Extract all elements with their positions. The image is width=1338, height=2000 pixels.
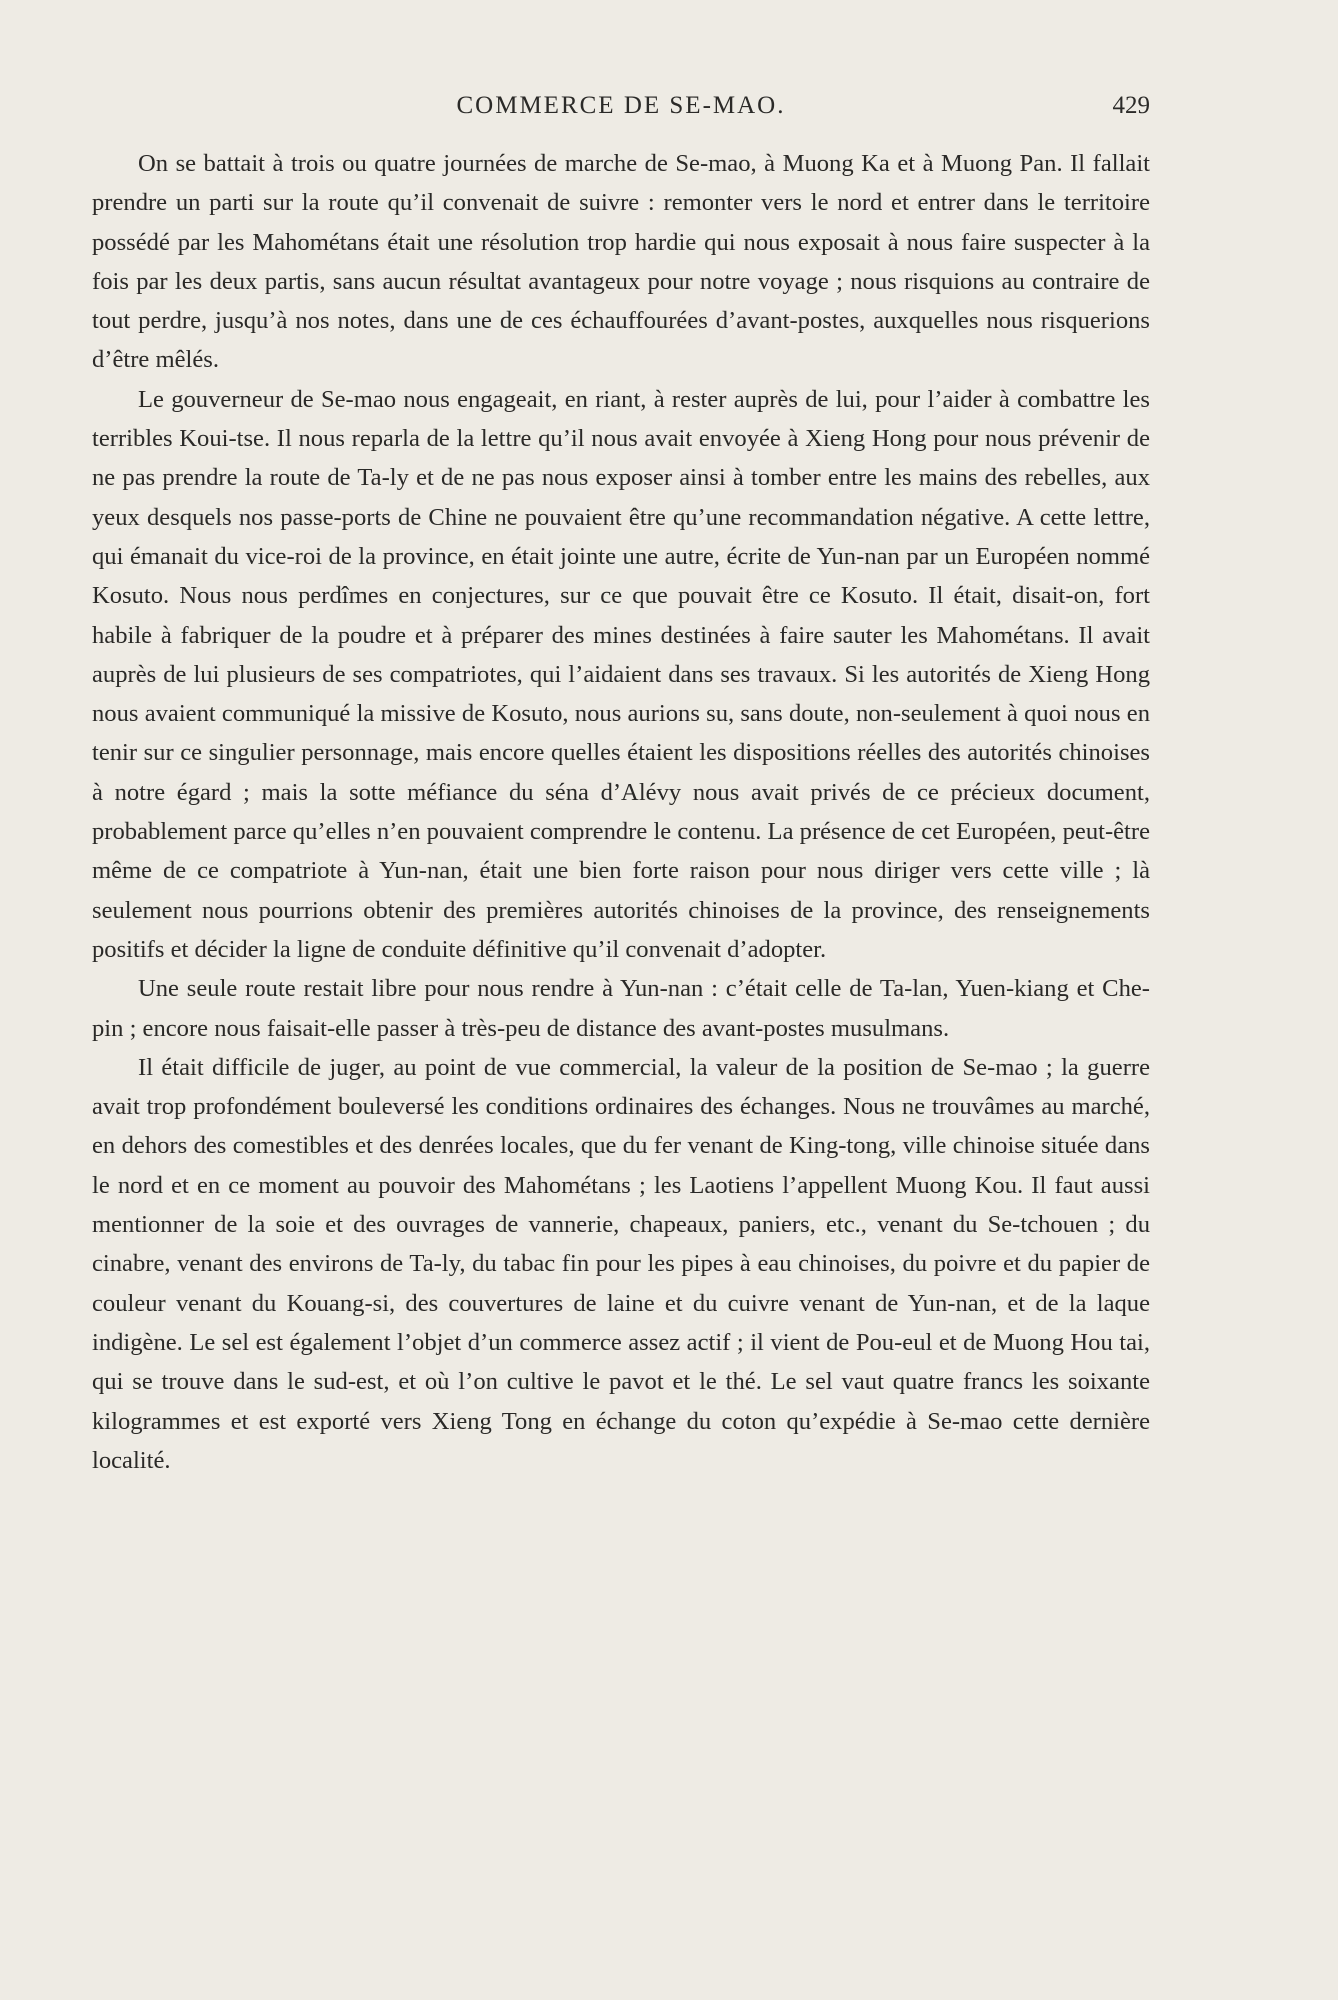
page-number: 429 (1112, 92, 1150, 119)
page-header (92, 92, 1150, 132)
paragraph: Le gouverneur de Se-mao nous engageait, en riant, à rester auprès de lui, pour l’aider à combattre les terribles Koui-tse. Il nous reparla de la lettre qu’il nous avait envoyée à Xieng Hong pour nous prévenir de ne pas prendre la route de Ta-ly et de ne pas nous exposer ainsi à tomber entre les mains des rebelles, aux yeux desquels nos passe-ports de Chine ne pouvaient être qu’une recommandation négative. A cette lettre, qui émanait du vice-roi de la province, en était jointe une autre, écrite de Yun-nan par un Européen nommé Kosuto. Nous nous perdîmes en conjectures, sur ce que pouvait être ce Kosuto. Il était, disait-on, fort habile à fabriquer de la poudre et à préparer des mines destinées à faire sauter les Mahométans. Il avait auprès de lui plusieurs de ses compatriotes, qui l’aidaient dans ses travaux. Si les autorités de Xieng Hong nous avaient communiqué la missive de Kosuto, nous aurions su, sans doute, non-seulement à quoi nous en tenir sur ce singulier personnage, mais encore quelles étaient les dispositions réelles des autorités chinoises à notre égard ; mais la sotte méfiance du séna d’Alévy nous avait privés de ce précieux document, probablement parce qu’elles n’en pouvaient comprendre le contenu. La présence de cet Européen, peut-être même de ce compatriote à Yun-nan, était une bien forte raison pour nous diriger vers cette ville ; là seulement nous pourrions obtenir des premières autorités chinoises de la province, des renseignements positifs et décider la ligne de conduite définitive qu’il convenait d’adopter. (92, 385, 1150, 963)
running-title: COMMERCE DE SE-MAO. (456, 92, 786, 119)
body-text (92, 144, 1150, 1480)
paragraph: Une seule route restait libre pour nous rendre à Yun-nan : c’était celle de Ta-lan, Yuen-kiang et Che-pin ; encore nous faisait-elle passer à très-peu de distance des avant-postes musulmans. (92, 975, 1150, 1042)
paragraph: Il était difficile de juger, au point de vue commercial, la valeur de la position de Se-mao ; la guerre avait trop profondément bouleversé les conditions ordinaires des échanges. Nous ne trouvâmes au marché, en dehors des comestibles et des denrées locales, que du fer venant de King-tong, ville chinoise située dans le nord et en ce moment au pouvoir des Mahométans ; les Laotiens l’appellent Muong Kou. Il faut aussi mentionner de la soie et des ouvrages de vannerie, chapeaux, paniers, etc., venant du Se-tchouen ; du cinabre, venant des environs de Ta-ly, du tabac fin pour les pipes à eau chinoises, du poivre et du papier de couleur venant du Kouang-si, des couvertures de laine et du cuivre venant de Yun-nan, et de la laque indigène. Le sel est également l’objet d’un commerce assez actif ; il vient de Pou-eul et de Muong Hou tai, qui se trouve dans le sud-est, et où l’on cultive le pavot et le thé. Le sel vaut quatre francs les soixante kilogrammes et est exporté vers Xieng Tong en échange du coton qu’expédie à Se-mao cette dernière localité. (92, 1053, 1150, 1474)
paragraph: On se battait à trois ou quatre journées de marche de Se-mao, à Muong Ka et à Muong Pan. Il fallait prendre un parti sur la route qu’il convenait de suivre : remonter vers le nord et entrer dans le territoire possédé par les Mahométans était une résolution trop hardie qui nous exposait à nous faire suspecter à la fois par les deux partis, sans aucun résultat avantageux pour notre voyage ; nous risquions au contraire de tout perdre, jusqu’à nos notes, dans une de ces échauffourées d’avant-postes, auxquelles nous risquerions d’être mêlés. (92, 150, 1150, 374)
